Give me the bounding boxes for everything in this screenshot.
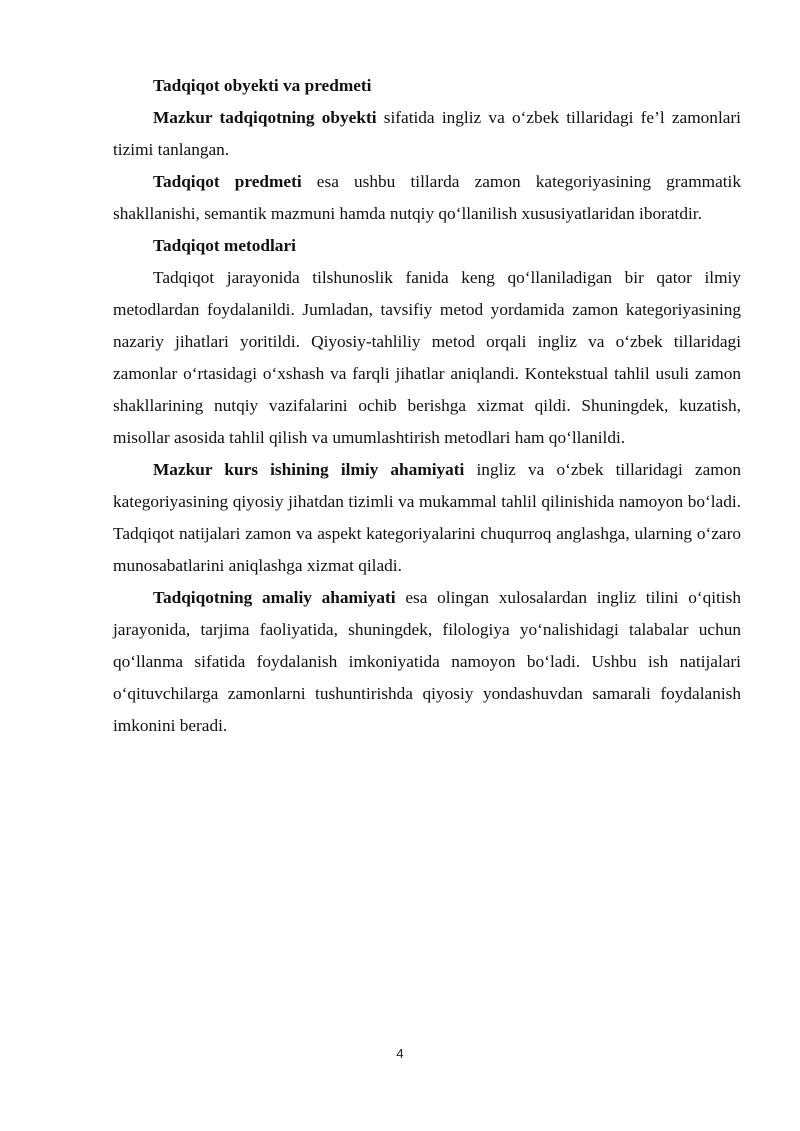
paragraph-text: sifatida ingliz va o‘zbek tillaridagi fe’l zamonlari tizimi tanlangan. xyxy=(113,108,741,159)
section-heading-object-subject: Tadqiqot obyekti va predmeti xyxy=(153,76,372,95)
paragraph-research-object xyxy=(113,102,741,166)
paragraph-scientific-significance xyxy=(113,454,741,582)
document-body xyxy=(113,70,741,742)
paragraph-lead-bold: Tadqiqot predmeti xyxy=(153,172,302,191)
paragraph-methods: Tadqiqot jarayonida tilshunoslik fanida keng qo‘llaniladigan bir qator ilmiy metodlardan foydalanildi. Jumladan, tavsifiy metod yordamida zamon kategoriyasining nazariy jihatlari yoritildi. Qiyosiy-tahliliy metod orqali ingliz va o‘zbek tillaridagi zamonlar o‘rtasidagi o‘xshash va farqli jihatlar aniqlandi. Kontekstual tahlil usuli zamon shakllarining nutqiy vazifalarini ochib berishga xizmat qildi. Shuningdek, kuzatish, misollar asosida tahlil qilish va umumlashtirish metodlari ham qo‘llanildi. xyxy=(113,268,741,447)
paragraph-lead-bold: Tadqiqotning amaliy ahamiyati xyxy=(153,588,396,607)
paragraph-text: esa ushbu tillarda zamon kategoriyasining grammatik shakllanishi, semantik mazmuni hamda nutqiy qo‘llanilish xususiyatlaridan iboratdir. xyxy=(113,172,741,223)
paragraph-text: esa olingan xulosalardan ingliz tilini o‘qitish jarayonida, tarjima faoliyatida, shuningdek, filologiya yo‘nalishidagi talabalar uchun qo‘llanma sifatida foydalanish imkoniyatida namoyon bo‘ladi. Ushbu ish natijalari o‘qituvchilarga zamonlarni tushuntirishda qiyosiy yondashuvdan samarali foydalanish imkonini beradi. xyxy=(113,588,741,735)
paragraph-lead-bold: Mazkur kurs ishining ilmiy ahamiyati xyxy=(153,460,465,479)
paragraph-research-subject xyxy=(113,166,741,230)
paragraph-text: ingliz va o‘zbek tillaridagi zamon kategoriyasining qiyosiy jihatdan tizimli va mukammal tahlil qilinishida namoyon bo‘ladi. Tadqiqot natijalari zamon va aspekt kategoriyalarini chuqurroq anglashga, ularning o‘zaro munosabatlarini aniqlashga xizmat qiladi. xyxy=(113,460,741,575)
page-number: 4 xyxy=(396,1046,404,1061)
section-heading-methods: Tadqiqot metodlari xyxy=(153,236,296,255)
paragraph-lead-bold: Mazkur tadqiqotning obyekti xyxy=(153,108,377,127)
paragraph-practical-significance xyxy=(113,582,741,742)
